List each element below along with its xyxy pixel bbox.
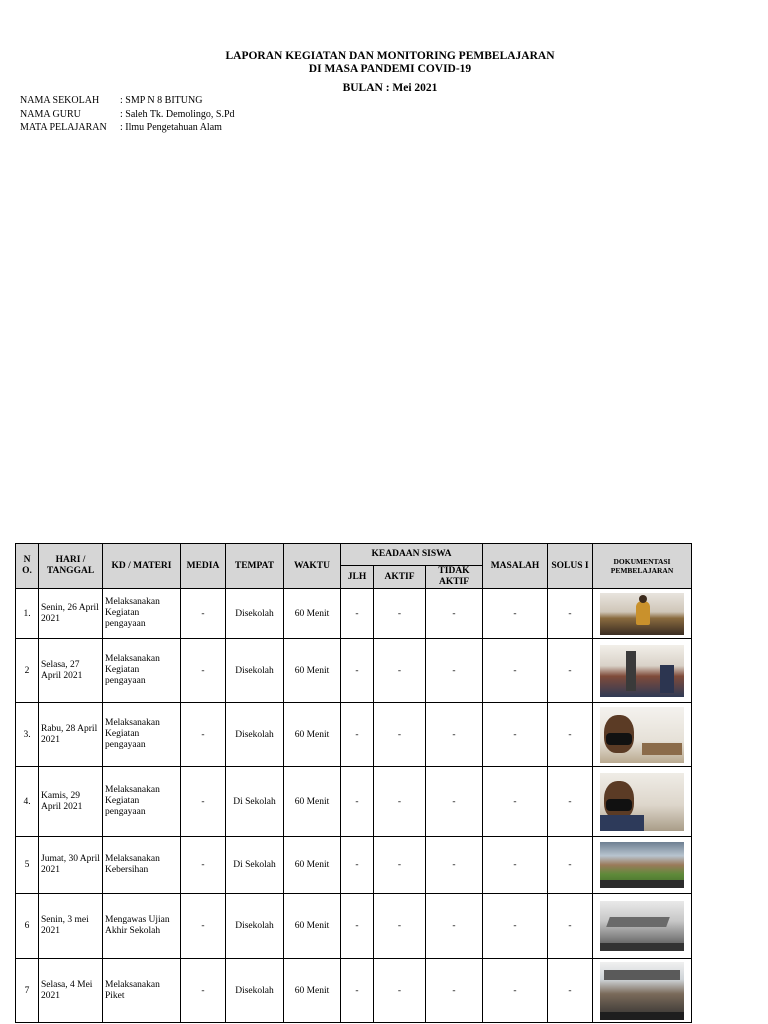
cell-aktif: - (374, 767, 426, 837)
documentation-photo (600, 707, 684, 763)
header-masalah: MASALAH (483, 544, 548, 589)
cell-masalah: - (483, 639, 548, 703)
documentation-photo (600, 901, 684, 951)
cell-hari: Kamis, 29 April 2021 (39, 767, 103, 837)
cell-waktu: 60 Menit (284, 589, 341, 639)
cell-tempat: Disekolah (226, 639, 284, 703)
header-hari: HARI / TANGGAL (39, 544, 103, 589)
cell-media: - (181, 703, 226, 767)
cell-hari: Senin, 26 April 2021 (39, 589, 103, 639)
header-solusi: SOLUS I (548, 544, 593, 589)
table-row (16, 959, 692, 1023)
cell-hari: Jumat, 30 April 2021 (39, 837, 103, 894)
cell-hari: Selasa, 27 April 2021 (39, 639, 103, 703)
cell-tidak-aktif: - (426, 837, 483, 894)
cell-no: 7 (16, 959, 39, 1023)
cell-waktu: 60 Menit (284, 959, 341, 1023)
cell-waktu: 60 Menit (284, 894, 341, 959)
table-row (16, 894, 692, 959)
cell-tidak-aktif: - (426, 959, 483, 1023)
documentation-photo (600, 593, 684, 635)
info-value: : SMP N 8 BITUNG (120, 95, 203, 106)
cell-aktif: - (374, 894, 426, 959)
cell-no: 4. (16, 767, 39, 837)
cell-kd: Melaksanakan Kegiatan pengayaan (103, 703, 181, 767)
header-aktif: AKTIF (374, 566, 426, 589)
cell-hari: Rabu, 28 April 2021 (39, 703, 103, 767)
cell-no: 5 (16, 837, 39, 894)
cell-masalah: - (483, 703, 548, 767)
cell-jlh: - (341, 959, 374, 1023)
cell-media: - (181, 639, 226, 703)
cell-tempat: Di Sekolah (226, 837, 284, 894)
cell-jlh: - (341, 837, 374, 894)
cell-solusi: - (548, 703, 593, 767)
info-row-school (20, 94, 235, 108)
cell-no: 2 (16, 639, 39, 703)
info-row-teacher (20, 108, 235, 122)
header-kd: KD / MATERI (103, 544, 181, 589)
cell-kd: Melaksanakan Kegiatan pengayaan (103, 639, 181, 703)
header-no: N O. (16, 544, 39, 589)
cell-media: - (181, 894, 226, 959)
report-table (15, 543, 692, 1023)
cell-tidak-aktif: - (426, 767, 483, 837)
table-row (16, 639, 692, 703)
report-title-line2: DI MASA PANDEMI COVID-19 (308, 63, 472, 75)
cell-dokumentasi (593, 837, 692, 894)
cell-tempat: Disekolah (226, 894, 284, 959)
cell-jlh: - (341, 639, 374, 703)
cell-solusi: - (548, 767, 593, 837)
cell-solusi: - (548, 894, 593, 959)
cell-media: - (181, 959, 226, 1023)
info-label: NAMA SEKOLAH (20, 95, 100, 106)
cell-kd: Melaksanakan Kebersihan (103, 837, 181, 894)
info-value: : Ilmu Pengetahuan Alam (120, 122, 222, 133)
table-row (16, 837, 692, 894)
cell-solusi: - (548, 959, 593, 1023)
cell-aktif: - (374, 589, 426, 639)
cell-kd: Melaksanakan Kegiatan pengayaan (103, 589, 181, 639)
cell-aktif: - (374, 837, 426, 894)
cell-media: - (181, 837, 226, 894)
header-dokumentasi: DOKUMENTASI PEMBELAJARAN (593, 544, 692, 589)
table-row (16, 703, 692, 767)
cell-solusi: - (548, 589, 593, 639)
cell-aktif: - (374, 639, 426, 703)
info-label: MATA PELAJARAN (20, 122, 107, 133)
cell-kd: Melaksanakan Piket (103, 959, 181, 1023)
header-tidak-aktif: TIDAK AKTIF (426, 566, 483, 589)
cell-waktu: 60 Menit (284, 703, 341, 767)
cell-tidak-aktif: - (426, 589, 483, 639)
documentation-photo (600, 842, 684, 888)
header-media: MEDIA (181, 544, 226, 589)
cell-waktu: 60 Menit (284, 639, 341, 703)
header-tempat: TEMPAT (226, 544, 284, 589)
cell-tempat: Disekolah (226, 589, 284, 639)
cell-dokumentasi (593, 959, 692, 1023)
report-month: BULAN : Mei 2021 (342, 82, 438, 94)
report-title-line1: LAPORAN KEGIATAN DAN MONITORING PEMBELAJARAN (225, 50, 555, 62)
cell-jlh: - (341, 703, 374, 767)
cell-tempat: Disekolah (226, 703, 284, 767)
cell-kd: Melaksanakan Kegiatan pengayaan (103, 767, 181, 837)
cell-solusi: - (548, 639, 593, 703)
cell-waktu: 60 Menit (284, 767, 341, 837)
cell-tidak-aktif: - (426, 894, 483, 959)
cell-no: 6 (16, 894, 39, 959)
cell-waktu: 60 Menit (284, 837, 341, 894)
cell-hari: Selasa, 4 Mei 2021 (39, 959, 103, 1023)
cell-dokumentasi (593, 639, 692, 703)
cell-dokumentasi (593, 589, 692, 639)
info-label: NAMA GURU (20, 108, 81, 120)
documentation-photo (600, 773, 684, 831)
info-value: : Saleh Tk. Demolingo, S.Pd (120, 108, 235, 120)
cell-solusi: - (548, 837, 593, 894)
header-keadaan: KEADAAN SISWA (341, 544, 483, 566)
cell-no: 3. (16, 703, 39, 767)
documentation-photo (600, 645, 684, 697)
documentation-photo (600, 962, 684, 1020)
table-row (16, 767, 692, 837)
cell-tidak-aktif: - (426, 703, 483, 767)
cell-masalah: - (483, 894, 548, 959)
cell-masalah: - (483, 589, 548, 639)
cell-tempat: Di Sekolah (226, 767, 284, 837)
cell-dokumentasi (593, 894, 692, 959)
cell-dokumentasi (593, 767, 692, 837)
cell-hari: Senin, 3 mei 2021 (39, 894, 103, 959)
cell-masalah: - (483, 767, 548, 837)
info-block (20, 94, 235, 135)
table-row (16, 589, 692, 639)
cell-kd: Mengawas Ujian Akhir Sekolah (103, 894, 181, 959)
cell-aktif: - (374, 959, 426, 1023)
cell-no: 1. (16, 589, 39, 639)
cell-jlh: - (341, 589, 374, 639)
header-waktu: WAKTU (284, 544, 341, 589)
cell-jlh: - (341, 894, 374, 959)
info-row-subject (20, 121, 235, 135)
header-jlh: JLH (341, 566, 374, 589)
cell-masalah: - (483, 837, 548, 894)
cell-aktif: - (374, 703, 426, 767)
cell-masalah: - (483, 959, 548, 1023)
cell-media: - (181, 767, 226, 837)
cell-media: - (181, 589, 226, 639)
cell-jlh: - (341, 767, 374, 837)
cell-tidak-aktif: - (426, 639, 483, 703)
cell-dokumentasi (593, 703, 692, 767)
cell-tempat: Disekolah (226, 959, 284, 1023)
